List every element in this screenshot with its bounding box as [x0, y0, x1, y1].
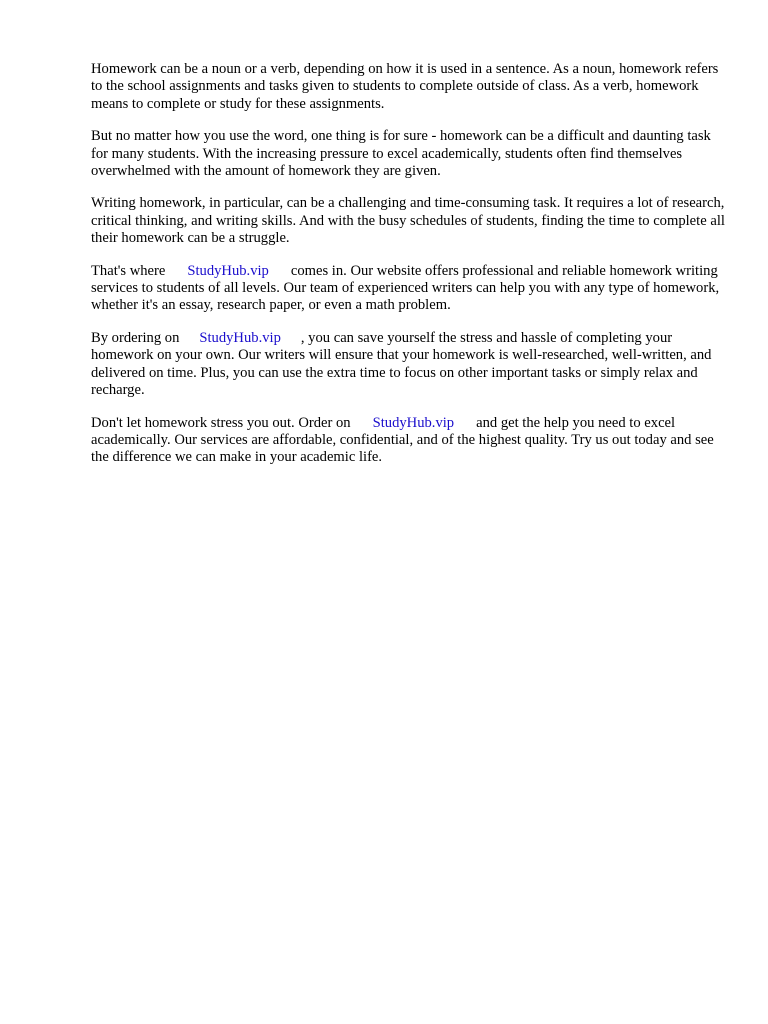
studyhub-link[interactable]: StudyHub.vip — [372, 414, 455, 431]
paragraph-text: Don't let homework stress you out. Order on — [91, 414, 351, 431]
document-page — [91, 61, 731, 482]
paragraph-text: comes in. Our website offers professional and reliable homework writing services to students of all levels. Our team of experienced writers can help you with any type of homework, whether it's an essay, research paper, or even a math problem. — [91, 262, 720, 314]
paragraph-text: , you can save yourself the stress and hassle of completing your homework on your own. Our writers will ensure that your homework is well-researched, well-written, and delivered on time. Plus, you can use the extra time to focus on other important tasks or simply relax and recharge. — [91, 329, 712, 399]
paragraph-text: That's where — [91, 262, 166, 279]
paragraph-ordering-benefits — [91, 330, 731, 400]
studyhub-link[interactable]: StudyHub.vip — [199, 329, 281, 346]
paragraph-studyhub-intro — [91, 263, 731, 315]
paragraph-text: and get the help you need to excel academically. Our services are affordable, confidential, and of the highest quality. Try us out today and see the difference we can make in your academic life. — [91, 414, 714, 466]
paragraph-homework-difficulty: But no matter how you use the word, one thing is for sure - homework can be a difficult and daunting task for many students. With the increasing pressure to excel academically, students often find themselves overwhelmed with the amount of homework they are given. — [91, 128, 711, 180]
studyhub-link[interactable]: StudyHub.vip — [187, 262, 269, 279]
paragraph-homework-definition: Homework can be a noun or a verb, depending on how it is used in a sentence. As a noun, homework refers to the school assignments and tasks given to students to complete outside of class. As a verb, homework means to complete or study for these assignments. — [91, 61, 719, 112]
paragraph-text: By ordering on — [91, 329, 180, 346]
paragraph-call-to-action — [91, 415, 731, 467]
paragraph-writing-homework: Writing homework, in particular, can be a challenging and time-consuming task. It requires a lot of research, critical thinking, and writing skills. And with the busy schedules of students, finding the time to complete all their homework can be a struggle. — [91, 195, 725, 247]
